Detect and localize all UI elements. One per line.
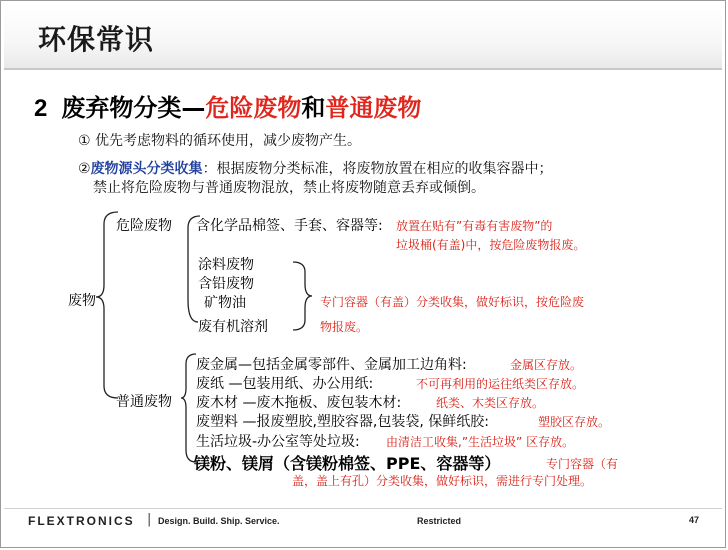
footer-separator: | bbox=[147, 512, 152, 527]
point-2-line-2: 禁止将危险废物与普通废物混放，禁止将废物随意丢弃或倾倒。 bbox=[93, 180, 485, 196]
general-item: 废纸 —包装用纸、办公用纸: bbox=[196, 376, 374, 392]
liquid-item: 废有机溶剂 bbox=[198, 319, 268, 335]
magnesium-item: 镁粉、镁屑（含镁粉棉签、PPE、容器等） bbox=[194, 454, 501, 473]
hazardous-label: 危险废物 bbox=[116, 218, 172, 234]
hazardous-item-1-note-line-1: 放置在贴有”有毒有害废物”的 bbox=[396, 219, 553, 233]
general-brace bbox=[181, 354, 196, 462]
classification-label: Restricted bbox=[417, 516, 462, 526]
liquid-item: 涂料废物 bbox=[198, 257, 254, 273]
general-item: 废塑料 —报废塑胶,塑胶容器,包装袋, 保鲜纸胶: bbox=[196, 414, 489, 430]
general-label: 普通废物 bbox=[116, 394, 172, 410]
point-2-rest: ：根据废物分类标准，将废物放置在相应的收集容器中； bbox=[202, 161, 553, 177]
general-item-note: 由清洁工收集,”生活垃圾” 区存放。 bbox=[386, 435, 575, 449]
liquids-note-line-1: 专门容器（有盖）分类收集，做好标识，按危险废 bbox=[320, 295, 585, 309]
liquid-item: 矿物油 bbox=[204, 295, 246, 311]
tree-root: 废物 bbox=[68, 293, 96, 309]
heading-general: 普通废物 bbox=[325, 94, 422, 122]
heading-prefix: 废弃物分类— bbox=[61, 94, 206, 122]
general-item-note: 金属区存放。 bbox=[510, 358, 583, 372]
hazardous-item-1: 含化学品棉签、手套、容器等: bbox=[196, 218, 383, 234]
magnesium-note-line-2: 盖，盖上有孔）分类收集，做好标识，需进行专门处理。 bbox=[292, 474, 593, 488]
liquids-note-line-2: 物报废。 bbox=[320, 320, 369, 334]
footer-tagline: Design. Build. Ship. Service. bbox=[158, 516, 280, 526]
point-2-highlight: 废物源头分类收集 bbox=[90, 161, 203, 177]
footer-divider bbox=[4, 508, 722, 509]
general-item: 废木材 —废木拖板、废包装木材: bbox=[196, 395, 402, 411]
heading-connector: 和 bbox=[301, 94, 326, 122]
page-number: 47 bbox=[689, 515, 700, 525]
magnesium-note-line-1: 专门容器（有 bbox=[546, 457, 619, 471]
hazardous-item-1-note-line-2: 垃圾桶(有盖)中，按危险废物报废。 bbox=[396, 238, 586, 252]
general-item-note: 塑胶区存放。 bbox=[538, 415, 611, 429]
general-item: 废金属—包括金属零部件、金属加工边角料: bbox=[196, 357, 467, 373]
section-number: 2 bbox=[34, 95, 48, 122]
point-1: ① 优先考虑物料的循环使用，减少废物产生。 bbox=[78, 133, 361, 149]
general-item-note: 不可再利用的运往纸类区存放。 bbox=[416, 377, 585, 391]
general-item: 生活垃圾-办公室等处垃圾: bbox=[196, 434, 360, 450]
liquids-bracket bbox=[293, 262, 312, 330]
root-brace bbox=[96, 212, 118, 398]
general-item-note: 纸类、木类区存放。 bbox=[436, 396, 545, 410]
point-2-marker: ② bbox=[78, 161, 91, 177]
heading-hazardous: 危险废物 bbox=[205, 94, 302, 122]
liquid-item: 含铅废物 bbox=[198, 276, 254, 292]
brand-logo: FLEXTRONICS bbox=[28, 514, 135, 528]
page-title: 环保常识 bbox=[38, 23, 155, 56]
